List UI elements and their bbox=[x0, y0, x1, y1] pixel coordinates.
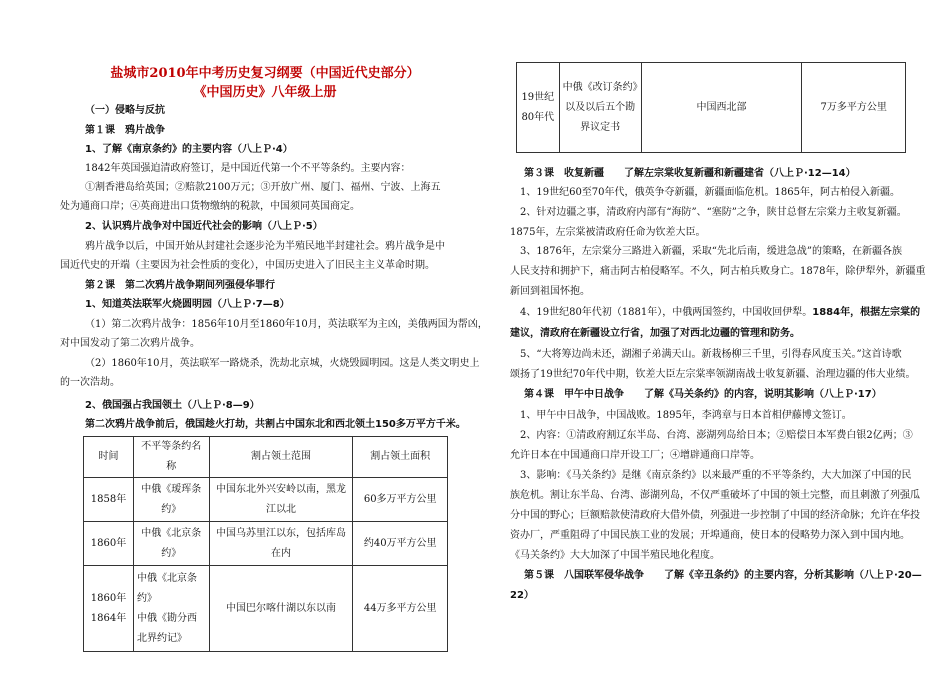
paragraph-line: 新回到祖国怀抱。 bbox=[510, 286, 590, 297]
paragraph-line: 1875年，左宗棠被清政府任命为钦差大臣。 bbox=[510, 227, 706, 238]
topic-heading: 1、了解《南京条约》的主要内容（八上Ｐ·4） bbox=[85, 144, 293, 155]
lesson-heading: 第４课 甲午中日战争 了解《马关条约》的内容，说明其影响（八上Ｐ·17） bbox=[524, 389, 882, 400]
table-cell: 约40万平方公里 bbox=[353, 522, 448, 566]
paragraph-line: 处为通商口岸；④英商进出口货物缴纳的税款，中国须同英国商定。 bbox=[60, 201, 360, 212]
table-header: 割占领土范围 bbox=[209, 437, 353, 478]
emphasis-text: 1884年，根据左宗棠的 bbox=[812, 307, 921, 318]
table-cell: 中俄《瑷珲条约》 bbox=[134, 478, 210, 522]
paragraph-line: 对中国发动了第二次鸦片战争。 bbox=[60, 338, 200, 349]
topic-heading: 2、俄国强占我国领土（八上Ｐ·8—9） bbox=[85, 400, 260, 411]
topic-heading: 2、认识鸦片战争对中国近代社会的影响（八上Ｐ·5） bbox=[85, 221, 323, 232]
paragraph-line: 3、影响：《马关条约》是继《南京条约》以来最严重的不平等条约，大大加深了中国的民 bbox=[520, 470, 912, 481]
paragraph-line: 的一次浩劫。 bbox=[60, 377, 120, 388]
lesson-heading: 第３课 收复新疆 了解左宗棠收复新疆和新疆建省（八上Ｐ·12—14） bbox=[524, 168, 856, 179]
table-row bbox=[517, 63, 906, 153]
paragraph-line: 允许日本在中国通商口岸开设工厂；④增辟通商口岸等。 bbox=[510, 450, 760, 461]
document-subtitle: 《中国历史》八年级上册 bbox=[193, 85, 337, 100]
section-heading: （一）侵略与反抗 bbox=[85, 105, 165, 116]
paragraph-line bbox=[520, 306, 920, 320]
lesson-heading: 第１课 鸦片战争 bbox=[85, 125, 165, 136]
paragraph-line: 颂扬了19世纪70年代中期，钦差大臣左宗棠率领湖南战士收复新疆、治理边疆的伟大业绩。 bbox=[510, 369, 916, 380]
paragraph-line: 《马关条约》大大加深了中国半殖民地化程度。 bbox=[510, 550, 720, 561]
lesson-heading: 第２课 第二次鸦片战争期间列强侵华罪行 bbox=[85, 280, 275, 291]
lesson-heading-continued: 22） bbox=[510, 590, 534, 601]
paragraph-line: 5、“大将筹边尚未还，湖湘子弟满天山。新栽杨柳三千里，引得春风度玉关。”这首诗歌 bbox=[520, 349, 902, 360]
paragraph-line: 3、1876年，左宗棠分三路进入新疆，采取“先北后南，缓进急战”的策略，在新疆各族 bbox=[520, 246, 903, 257]
paragraph-line: 1、甲午中日战争，中国战败。1895年，李鸿章与日本首相伊藤博文签订。 bbox=[520, 410, 852, 421]
table-cell: 中国巴尔喀什湖以东以南 bbox=[209, 566, 353, 652]
lesson-heading: 第５课 八国联军侵华战争 了解《辛丑条约》的主要内容，分析其影响（八上Ｐ·20— bbox=[524, 570, 922, 581]
table-cell: 19世纪80年代 bbox=[517, 63, 560, 153]
paragraph-line: 族危机。割让东半岛、台湾、澎湖列岛，不仅严重破坏了中国的领土完整，而且刺激了列强瓜 bbox=[510, 490, 920, 501]
paragraph-line: 人民支持和拥护下，痛击阿古柏侵略军。不久，阿古柏兵败身亡。1878年，除伊犁外，新疆重 bbox=[510, 266, 926, 277]
paragraph-text: 4、19世纪80年代初（1881年），中俄两国签约，中国收回伊犁。 bbox=[520, 307, 813, 318]
table-cell: 1858年 bbox=[84, 478, 134, 522]
table-cell: 中俄《改订条约》以及以后五个勘界议定书 bbox=[559, 63, 641, 153]
table-cell: 中俄《北京条约》 bbox=[134, 522, 210, 566]
paragraph-line: 1、19世纪60至70年代，俄英争夺新疆，新疆面临危机。1865年，阿古柏侵入新疆。 bbox=[520, 187, 900, 198]
topic-heading: 1、知道英法联军火烧圆明园（八上Ｐ·7—8） bbox=[85, 299, 290, 310]
paragraph-line: 2、内容：①清政府割辽东半岛、台湾、澎湖列岛给日本；②赔偿日本军费白银2亿两；③ bbox=[520, 430, 913, 441]
paragraph-line: 1842年英国强迫清政府签订，是中国近代第一个不平等条约。主要内容： bbox=[85, 163, 411, 174]
paragraph-line: （1）第二次鸦片战争：1856年10月至1860年10月，英法联军为主凶，美俄两国为帮凶， bbox=[85, 319, 488, 330]
treaty-table bbox=[83, 436, 448, 652]
paragraph-line: 鸦片战争以后，中国开始从封建社会逐步沦为半殖民地半封建社会。鸦片战争是中 bbox=[85, 241, 445, 252]
table-header: 割占领土面积 bbox=[353, 437, 448, 478]
table-row bbox=[84, 478, 448, 522]
emphasis-line: 建议，清政府在新疆设立行省，加强了对西北边疆的管理和防务。 bbox=[510, 328, 800, 339]
table-row bbox=[84, 566, 448, 652]
document-title: 盐城市2010年中考历史复习纲要（中国近代史部分） bbox=[110, 66, 420, 81]
paragraph-line: 分中国的野心；巨额赔款使清政府大借外债，列强进一步控制了中国的经济命脉；允许在华投 bbox=[510, 510, 920, 521]
table-cell: 中俄《北京条约》 中俄《勘分西北界约记》 bbox=[134, 566, 210, 652]
table-cell: 中国东北外兴安岭以南，黑龙江以北 bbox=[209, 478, 353, 522]
topic-heading: 第二次鸦片战争前后，俄国趁火打劫，共割占中国东北和西北领土150多万平方千米。 bbox=[85, 419, 466, 430]
table-row bbox=[84, 522, 448, 566]
paragraph-line: 国近代史的开端（主要因为社会性质的变化），中国历史进入了旧民主主义革命时期。 bbox=[60, 260, 435, 271]
table-cell: 1860年 1864年 bbox=[84, 566, 134, 652]
paragraph-line: ①割香港岛给英国；②赔款2100万元；③开放广州、厦门、福州、宁波、上海五 bbox=[85, 182, 441, 193]
treaty-table-continued bbox=[516, 62, 906, 153]
table-cell: 1860年 bbox=[84, 522, 134, 566]
table-cell: 7万多平方公里 bbox=[802, 63, 906, 153]
table-cell: 60多万平方公里 bbox=[353, 478, 448, 522]
paragraph-line: （2）1860年10月，英法联军一路烧杀，洗劫北京城，火烧毁圆明园。这是人类文明史上 bbox=[85, 358, 480, 369]
paragraph-line: 资办厂，严重阻碍了中国民族工业的发展；开埠通商，使日本的侵略势力深入到中国内地。 bbox=[510, 530, 910, 541]
table-cell: 中国西北部 bbox=[641, 63, 802, 153]
table-header: 不平等条约名称 bbox=[134, 437, 210, 478]
table-cell: 44万多平方公里 bbox=[353, 566, 448, 652]
paragraph-line: 2、针对边疆之事，清政府内部有“海防”、“塞防”之争，陕甘总督左宗棠力主收复新疆。 bbox=[520, 207, 907, 218]
table-header: 时间 bbox=[84, 437, 134, 478]
table-cell: 中国乌苏里江以东，包括库岛在内 bbox=[209, 522, 353, 566]
